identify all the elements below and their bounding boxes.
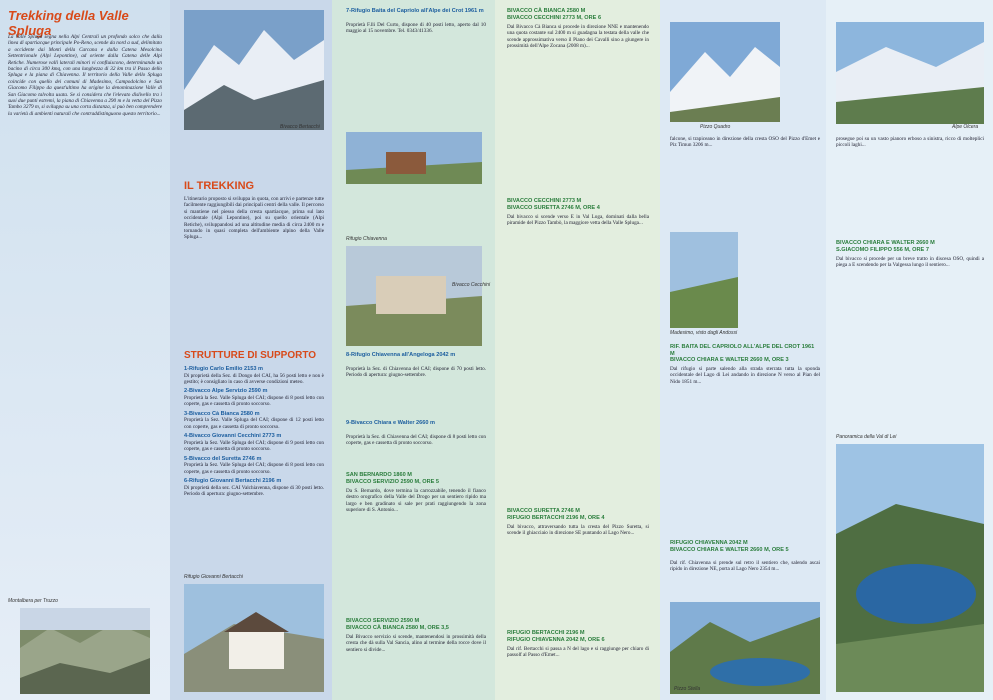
stage6-text: Dal rif. Bertacchi si passa a N del lago e si raggiunge per chiaro di passolf al Passo d'Emet... xyxy=(507,646,649,659)
photo-pizzo-stella xyxy=(670,602,820,694)
stage1-title: SAN BERNARDO 1860 M BIVACCO SERVIZIO 2590 M, ORE 5 xyxy=(346,472,440,485)
stage8-text: Dal rif. Chiavenna si prende sul retro il sentiero che, salendo ascai ripido in direzione NE, porta al Lago Nero 2354 m... xyxy=(670,560,820,573)
caption-val-di-lei: Panoramica della Val di Lei xyxy=(836,434,897,440)
column-huts xyxy=(332,0,495,700)
final-continued-text: prosegue poi su un vasto pianoro erboso a sinistra, ricco di molteplici piccoli laghi... xyxy=(836,136,984,149)
column-intro xyxy=(0,0,170,700)
trekking-text: L'itinerario proposto si sviluppa in quota, con arrivi e partenze tutte facilmente raggiungibili dai principali centri della valle. Il percorso si mantiene nel piesso della cresta spartiacque, prima sul lato occidentale (Alpi Lepontine), poi su quello orientale (Alpi Retiche), sviluppandosi ad una altitudine media di circa 2400 m e tornando in quasi completa dell'ambiente alpino della Valle Spluga... xyxy=(184,196,324,241)
photo-madesimo xyxy=(670,232,738,328)
stage4-text: Dal bivacco si scende verso E in Val Loga, dominati dalla bella piramide del Pizzo Tambò, la maggiore vetta della Valle Spluga... xyxy=(507,214,649,227)
caption-bertacchi: Bivacco Bertacchi xyxy=(280,124,320,130)
stage6-title: RIFUGIO BERTACCHI 2196 M RIFUGIO CHIAVENNA 2042 M, ORE 6 xyxy=(507,630,605,643)
hut-item: 3-Bivacco Cà Bianca 2580 m Proprietà la Sez. Valle Spluga del CAI; dispone di 12 posti letto con coperte, gas e cassetta di pronto soccorso. xyxy=(184,410,324,430)
hut8-text: Proprietà la Sez. di Chiavenna del CAI; dispone di 70 posti letto. Periodo di apertura: giugno-settembre. xyxy=(346,366,486,379)
caption-pizzo-stella: Pizzo Stella xyxy=(674,686,701,692)
heading-support: STRUTTURE DI SUPPORTO xyxy=(184,350,317,361)
caption-pizzo-quadro: Pizzo Quadro xyxy=(700,124,731,130)
hut-item: 5-Bivacco del Suretta 2746 m Proprietà la Sez. Valle Spluga del CAI; dispone di 8 posti letto con coperte, gas e cassetta di pronto soccorso. xyxy=(184,455,324,475)
hut9-text: Proprietà la Sez. di Chiavenna del CAI; dispone di 8 posti letto con coperte, gas e cassetta di pronto soccorso. xyxy=(346,434,486,447)
stage8-title: RIFUGIO CHIAVENNA 2042 M BIVACCO CHIARA E WALTER 2660 M, ORE 5 xyxy=(670,540,789,553)
stage3-text: Dal Bivacco Cà Bianca si procede in direzione NNE e mantenendo una quota costante sul 2400 m si guadagna la testata della valle che scende approssimativa verso il Piano dei Cavalli sino a giungere in prossimità dell'Alpe Zocana (2008 m)... xyxy=(507,24,649,50)
column-trekking xyxy=(170,0,332,700)
stage9-title: BIVACCO CHIARA E WALTER 2660 M S.GIACOMO FILIPPO 556 M, ORE 7 xyxy=(836,240,935,253)
stage1-text: Da S. Bernardo, dove termina la carrozzabile, tenendo il fianco destro orografico della Valle del Drogo per un sentiero ripido ma largo e ben gradinato si sale per prati raggiungendo la zona superiore di S. Antonio... xyxy=(346,488,486,514)
caption-cecchini: Bivacco Cecchini xyxy=(452,282,491,288)
hut-item: 2-Bivacco Alpe Servizio 2590 m Proprietà la Sez. Valle Spluga del CAI; dispone di 8 posti letto con coperte, gas e cassetta di pronto soccorso. xyxy=(184,388,324,408)
stage2-title: BIVACCO SERVIZIO 2590 M BIVACCO CÀ BIANCA 2580 M, ORE 3,5 xyxy=(346,618,449,631)
intro-text: La Valle Spluga segna nella Alpi Centrali un profondo solco che dalla linea di spartiacque principale Po-Reno, scende da nord a sud, delimitato a occidente dai Monti della Carcana e dalla Catena Mesolcina Settentrionale (Alpi Lepontine), ad oriente dalla Catena delle Alpi Retiche. Numerose valli laterali minori vi confluiscono, determinando un bacino di circa 300 kmq, con una lunghezza di 32 km tra il Passo dello Spluga e la piana di Chiavenna. Il territorio della Valle dello Spluga coincide con quello dei comuni di Madesimo, Campodolcino e San Giacomo Filippo da quest'ultimo ha origine la denominazione Valle di San Giacomo talvolta usata. Se si considera che l'elevato dislivello tra i suoi due punti estremi, la piana di Chiavenna a 290 m e la vetta del Pizzo Tambo 3279 m, si sviluppa su una corta distanza, si può ben comprendere la varietà di ambienti naturali che contraddistinguono questo territorio... xyxy=(8,34,162,117)
photo-val-di-lei xyxy=(836,444,984,692)
column-final xyxy=(826,0,993,700)
page-title: Trekking della Valle Spluga xyxy=(8,8,129,38)
caption-madesimo: Madesimo, visto dagli Andossi xyxy=(670,330,738,336)
photo-alpe-olcera xyxy=(836,22,984,124)
stage7-title: RIF. BAITA DEL CAPRIOLO ALL'ALPE DEL CROT 1961 M BIVACCO CHIARA E WALTER 2660 M, ORE 3 xyxy=(670,344,815,364)
stage3-title: BIVACCO CÀ BIANCA 2580 M BIVACCO CECCHINI 2773 M, ORE 6 xyxy=(507,8,602,21)
hut7-name: 7-Rifugio Baita del Capriolo all'Alpe dei Crot 1961 m xyxy=(346,8,484,14)
hut-item: 1-Rifugio Carlo Emilio 2153 m Di proprietà della Sez. di Dongo del CAI, ha 56 posti letto e non è gestito; è consigliato in caso di avverse condizioni meteo. xyxy=(184,366,324,385)
caption-chiavenna: Rifugio Chiavenna xyxy=(346,236,387,242)
stage5-text: Dal bivacco, attraversando tutta la cresta del Pizzo Suretta, si scende il ghiacciaio in direzione SE puntando al Lago Nero... xyxy=(507,524,649,537)
stage7-text: Dal rifugio si parte salendo alla strada sterrata tutta la sponda occidentale del Lago di Lei andando in direzione N verso al Pian del Nido 1851 m... xyxy=(670,366,820,385)
photo-montalbera xyxy=(20,608,150,694)
hut9-name: 9-Bivacco Chiara e Walter 2660 m xyxy=(346,420,436,426)
caption-rifugio-bertacchi: Rifugio Giovanni Bertacchi xyxy=(184,574,243,580)
stage4-title: BIVACCO CECCHINI 2773 M BIVACCO SURETTA 2746 M, ORE 4 xyxy=(507,198,600,211)
photo-chiavenna xyxy=(346,246,482,346)
stage5-title: BIVACCO SURETTA 2746 M RIFUGIO BERTACCHI 2196 M, ORE 4 xyxy=(507,508,605,521)
photo-pizzo-quadro xyxy=(670,22,780,122)
heading-trekking: IL TREKKING xyxy=(184,180,255,192)
stage9-text: Dal bivacco si procede per un breve tratto in discesa OSO, quindi a piega a E scendendo per la Valgessa lungo il sentiero... xyxy=(836,256,984,269)
hut-list xyxy=(184,366,324,497)
caption-alpe-olcera: Alpe Olcera xyxy=(952,124,979,130)
column-stages xyxy=(495,0,660,700)
photo-capriolo xyxy=(346,132,482,184)
photo-rifugio xyxy=(184,584,324,692)
hut7-text: Proprietà F.lli Del Curto, dispone di 40 posti letto, aperto dal 10 maggio al 15 novembre. Tel. 0343/41336. xyxy=(346,22,486,35)
photo-caption: Montalbera per Truzzo xyxy=(8,598,58,604)
stage-continued-text: falcone, si trapiceano in direzione della cresta OSO del Pizzo d'Emet e Piz Timun 3206 m... xyxy=(670,136,820,149)
photo-mountain-top xyxy=(184,10,324,130)
hut-item: 6-Rifugio Giovanni Bertacchi 2196 m Di proprietà della sez. CAI Valchiavenna, dispone di 30 posti letto. Periodo di apertura: giugno-settembre. xyxy=(184,478,324,498)
hut8-name: 8-Rifugio Chiavenna all'Angeloga 2042 m xyxy=(346,352,456,358)
hut-item: 4-Bivacco Giovanni Cecchini 2773 m Proprietà la Sez. Valle Spluga del CAI; dispone di 9 posti letto con coperte, gas e cassetta di pronto soccorso. xyxy=(184,433,324,453)
column-panorama xyxy=(660,0,826,700)
stage2-text: Dal Bivacco servizio si scende, mantenendosi in prossimità della cresta che dà sulla Val Sancia, alino al termine della rocce dove il sentiero si divide... xyxy=(346,634,486,653)
